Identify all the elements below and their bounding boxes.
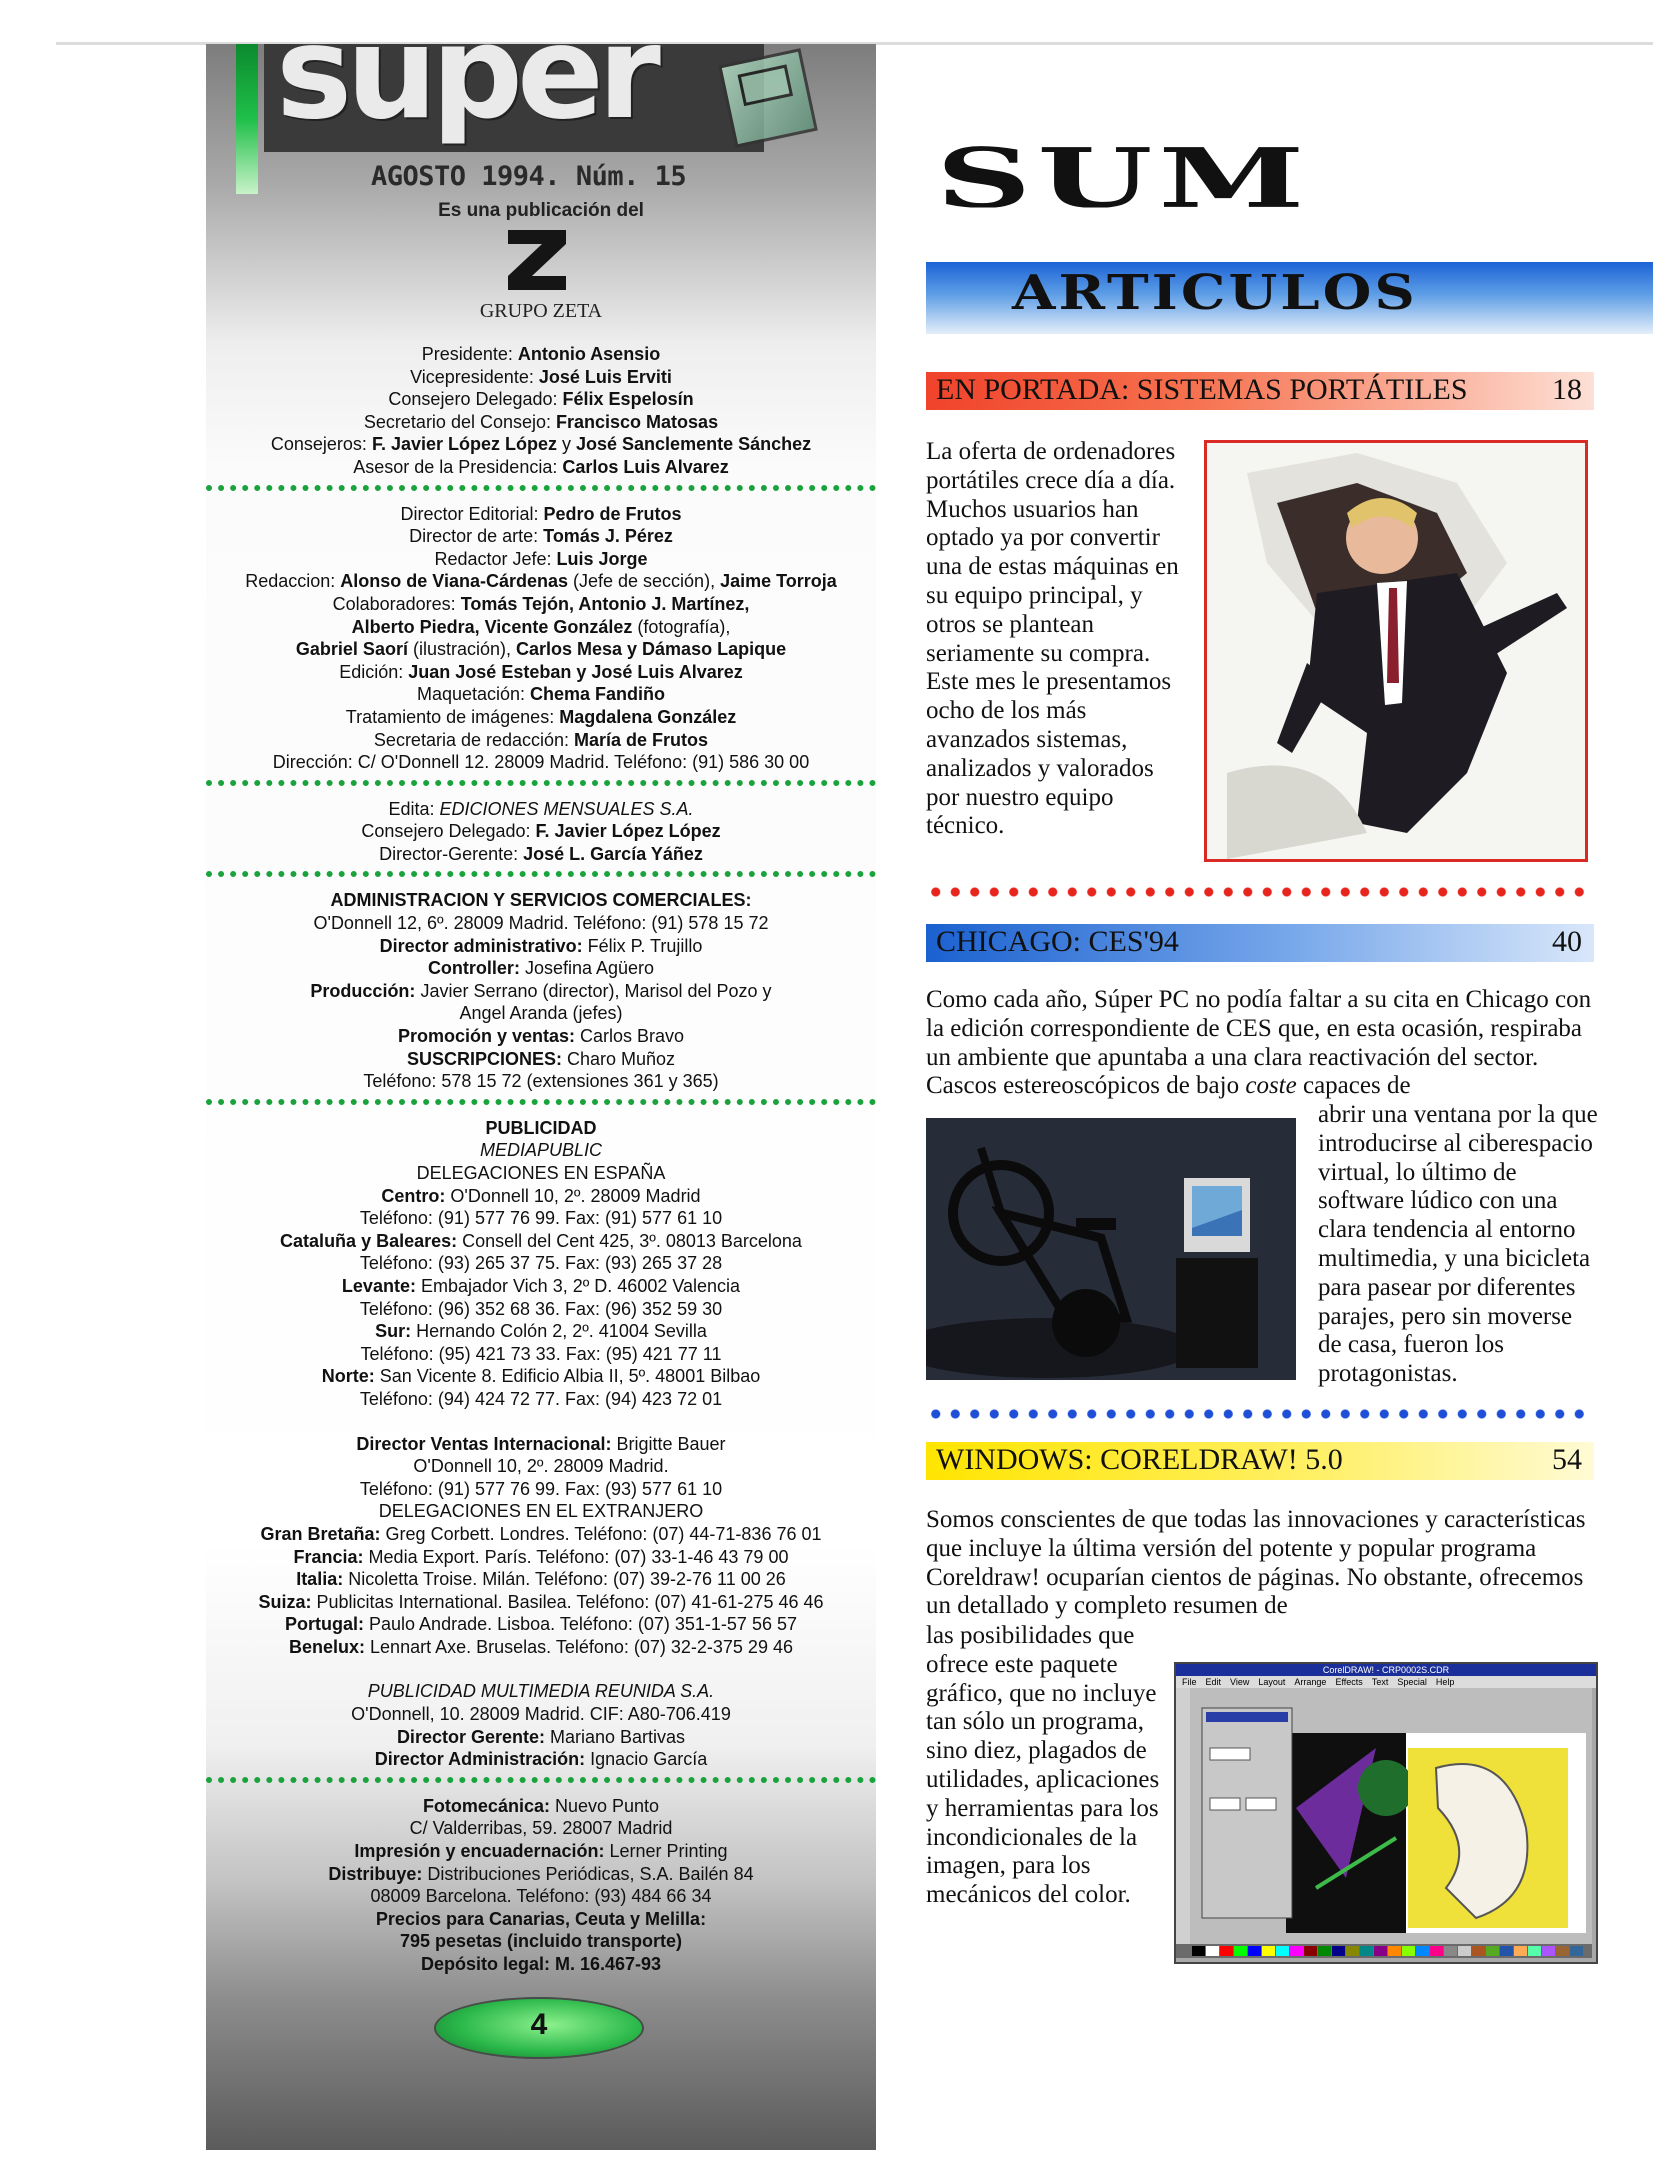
window-menubar xyxy=(1176,1676,1596,1688)
credits-line: Secretaria de redacción: María de Frutos xyxy=(373,729,709,750)
exercise-bike-and-monitor-photo xyxy=(926,1118,1296,1380)
man-breaking-through-paper-photo xyxy=(1204,440,1588,862)
color-swatch xyxy=(1234,1946,1247,1956)
credits-line: Teléfono: (95) 421 73 33. Fax: (95) 421 77 11 xyxy=(360,1343,722,1364)
color-swatch xyxy=(1346,1946,1359,1956)
page-number-badge xyxy=(434,1997,644,2059)
credits-line: Director Editorial: Pedro de Frutos xyxy=(400,503,682,524)
color-swatch xyxy=(1486,1946,1499,1956)
masthead-column xyxy=(206,44,876,2150)
color-swatch xyxy=(1416,1946,1429,1956)
credits-line: Vicepresidente: José Luis Erviti xyxy=(410,366,672,387)
credits-line: Redactor Jefe: Luis Jorge xyxy=(434,548,648,569)
article-summary-side: las posibilidades que ofrece este paquete gráfico, que no incluye tan sólo un programa, sino diez, plagados de utilidades, aplicaciones y herramientas para los incondicionales de la imagen, para los mecánicos del color. xyxy=(926,1622,1160,1909)
credits-line: Director Administración: Ignacio García xyxy=(374,1749,708,1770)
credits-line: Angel Aranda (jefes) xyxy=(459,1003,623,1024)
credits-line: Teléfono: (96) 352 68 36. Fax: (96) 352 59 30 xyxy=(359,1298,723,1319)
credits-line: Levante: Embajador Vich 3, 2º D. 46002 Valencia xyxy=(341,1275,741,1296)
credits-line: SUSCRIPCIONES: Charo Muñoz xyxy=(406,1048,676,1069)
color-swatch xyxy=(1192,1946,1205,1956)
credits-line: Director-Gerente: José L. García Yáñez xyxy=(379,843,703,864)
credits-line: Maquetación: Chema Fandiño xyxy=(416,684,666,705)
credits-line: Edición: Juan José Esteban y José Luis Alvarez xyxy=(339,661,743,682)
credits-line: Benelux: Lennart Axe. Bruselas. Teléfono: (07) 32-2-375 29 46 xyxy=(289,1636,793,1657)
credits-line: 08009 Barcelona. Teléfono: (93) 484 66 34 xyxy=(370,1886,712,1907)
color-swatch xyxy=(1290,1946,1303,1956)
credits-line: Portugal: Paulo Andrade. Lisboa. Teléfono: (07) 351-1-57 56 57 xyxy=(285,1614,797,1635)
credits-block xyxy=(206,343,876,479)
article-heading-bar xyxy=(926,372,1594,410)
menu-item: Edit xyxy=(1205,1677,1222,1687)
credits-line: Gran Bretaña: Greg Corbett. Londres. Teléfono: (07) 44-71-836 76 01 xyxy=(260,1523,822,1544)
credits-line: 795 pesetas (incluido transporte) xyxy=(399,1931,683,1952)
color-swatch xyxy=(1360,1946,1373,1956)
article-page: 54 xyxy=(1552,1443,1582,1476)
credits-line: Precios para Canarias, Ceuta y Melilla: xyxy=(375,1908,707,1929)
color-swatch xyxy=(1430,1946,1443,1956)
color-swatch xyxy=(1276,1946,1289,1956)
credits-line: Director Ventas Internacional: Brigitte Bauer xyxy=(356,1433,726,1454)
credits-line: Edita: EDICIONES MENSUALES S.A. xyxy=(388,798,694,819)
article-summary: La oferta de ordenadores portátiles crece día a día. Muchos usuarios han optado ya por convertir una de estas máquinas en su equipo principal, y otros se plantean seriamente su compra. Este mes le presentamos ocho de los más avanzados sistemas, analizados y valorados por nuestro equipo técnico. xyxy=(926,438,1179,840)
article-heading-bar xyxy=(926,1442,1594,1480)
color-swatch xyxy=(1248,1946,1261,1956)
color-swatch xyxy=(1262,1946,1275,1956)
credits-line: Fotomecánica: Nuevo Punto xyxy=(422,1795,660,1816)
credits-line: Italia: Nicoletta Troise. Milán. Teléfono: (07) 39-2-76 11 00 26 xyxy=(296,1569,786,1590)
color-swatch xyxy=(1374,1946,1387,1956)
credits-line: Colaboradores: Tomás Tejón, Antonio J. Martínez, xyxy=(332,593,750,614)
article-heading: WINDOWS: CORELDRAW! 5.0 xyxy=(936,1443,1343,1476)
dotted-separator xyxy=(206,780,876,792)
color-swatch xyxy=(1444,1946,1457,1956)
color-swatch xyxy=(1220,1946,1233,1956)
floppy-disk-icon xyxy=(718,48,818,148)
credits-line: Dirección: C/ O'Donnell 12. 28009 Madrid. Teléfono: (91) 586 30 00 xyxy=(272,752,810,773)
menu-item: Special xyxy=(1397,1677,1427,1687)
publisher-name: GRUPO ZETA xyxy=(479,300,603,322)
dotted-divider xyxy=(926,1409,1594,1419)
credits-line: DELEGACIONES EN ESPAÑA xyxy=(416,1163,666,1183)
dotted-separator xyxy=(206,1777,876,1789)
color-swatch xyxy=(1528,1946,1541,1956)
credits-line: Centro: O'Donnell 10, 2º. 28009 Madrid xyxy=(381,1185,701,1206)
credits-line: Gabriel Saorí (ilustración), Carlos Mesa y Dámaso Lapique xyxy=(295,639,787,660)
article-page: 18 xyxy=(1552,373,1582,406)
credits-line: MEDIAPUBLIC xyxy=(479,1140,603,1161)
credits-line: Teléfono: 578 15 72 (extensiones 361 y 365) xyxy=(363,1071,719,1092)
color-swatch xyxy=(1332,1946,1345,1956)
credits-line: Distribuye: Distribuciones Periódicas, S.A. Bailén 84 xyxy=(328,1863,754,1884)
credits-line: Francia: Media Export. París. Teléfono: (07) 33-1-46 43 79 00 xyxy=(293,1546,789,1567)
credits-line: Depósito legal: M. 16.467-93 xyxy=(420,1954,662,1974)
article-summary-side: abrir una ventana por la que introducirse al ciberespacio virtual, lo último de software lúdico con una clara tendencia al entorno multimedia, y una bicicleta para pasear por diferentes parajes, pero sin moverse de casa, fueron los protagonistas. xyxy=(1318,1101,1598,1388)
color-swatch xyxy=(1458,1946,1471,1956)
color-swatch xyxy=(1514,1946,1527,1956)
credits-line: PUBLICIDAD MULTIMEDIA REUNIDA S.A. xyxy=(367,1681,715,1702)
credits-gap xyxy=(206,1658,876,1680)
article-heading: EN PORTADA: SISTEMAS PORTÁTILES xyxy=(936,373,1468,406)
credits-line: Alberto Piedra, Vicente González (fotografía), xyxy=(351,616,731,637)
article-heading-bar xyxy=(926,924,1594,962)
credits-line: ADMINISTRACION Y SERVICIOS COMERCIALES: xyxy=(330,890,752,911)
credits-line: C/ Valderribas, 59. 28007 Madrid xyxy=(409,1818,673,1839)
issue-date: AGOSTO 1994. Núm. 15 xyxy=(371,161,687,192)
credits-line: Secretario del Consejo: Francisco Matosas xyxy=(363,411,719,432)
credits-line: Promoción y ventas: Carlos Bravo xyxy=(397,1026,685,1047)
article-page: 40 xyxy=(1552,925,1582,958)
credits-block xyxy=(206,798,876,866)
dotted-separator xyxy=(206,485,876,497)
credits-gap xyxy=(206,1411,876,1433)
color-swatch xyxy=(1206,1946,1219,1956)
credits-line: Tratamiento de imágenes: Magdalena González xyxy=(345,706,737,727)
color-swatch xyxy=(1472,1946,1485,1956)
credits-line: Impresión y encuadernación: Lerner Printing xyxy=(354,1841,728,1862)
credits-line: Presidente: Antonio Asensio xyxy=(421,344,661,364)
credits-line: DELEGACIONES EN EL EXTRANJERO xyxy=(378,1501,704,1522)
menu-item: Effects xyxy=(1335,1677,1363,1687)
credits-line: O'Donnell 10, 2º. 28009 Madrid. xyxy=(413,1456,669,1477)
credits-line: O'Donnell 12, 6º. 28009 Madrid. Teléfono: (91) 578 15 72 xyxy=(313,913,769,934)
color-swatch xyxy=(1388,1946,1401,1956)
credits-line: Cataluña y Baleares: Consell del Cent 425, 3º. 08013 Barcelona xyxy=(280,1230,802,1251)
article-summary: Como cada año, Súper PC no podía faltar a su cita en Chicago con la edición correspondiente de CES que, en esta ocasión, respiraba un ambiente que apuntaba a una clara reactivación del sector. Cascos estereoscópicos de bajo coste capaces de xyxy=(926,986,1592,1100)
menu-item: Arrange xyxy=(1294,1677,1327,1687)
credits-line: O'Donnell, 10. 28009 Madrid. CIF: A80-706.419 xyxy=(351,1704,731,1725)
page-number: 4 xyxy=(530,2008,548,2041)
dotted-separator xyxy=(206,1099,876,1111)
credits-line: Consejeros: F. Javier López López y José Sanclemente Sánchez xyxy=(270,434,812,455)
credits-line: Asesor de la Presidencia: Carlos Luis Alvarez xyxy=(353,456,729,477)
menu-item: View xyxy=(1230,1677,1250,1687)
credits-line: Director de arte: Tomás J. Pérez xyxy=(409,526,673,547)
dotted-separator xyxy=(206,871,876,883)
staff-credits xyxy=(206,343,876,1976)
credits-line: Teléfono: (94) 424 72 77. Fax: (94) 423 72 01 xyxy=(359,1388,723,1409)
grupo-zeta-logo-icon xyxy=(502,224,572,296)
credits-line: Consejero Delegado: Félix Espelosín xyxy=(388,389,694,410)
credits-line: Director administrativo: Félix P. Trujillo xyxy=(379,935,703,956)
contents-title: SUM xyxy=(936,138,1311,208)
credits-block xyxy=(206,1795,876,1976)
credits-line: Teléfono: (91) 577 76 99. Fax: (91) 577 61 10 xyxy=(359,1208,723,1229)
color-swatch xyxy=(1542,1946,1555,1956)
article-heading: CHICAGO: CES'94 xyxy=(936,925,1179,958)
color-swatch xyxy=(1570,1946,1583,1956)
credits-line: Redaccion: Alonso de Viana-Cárdenas (Jefe de sección), Jaime Torroja xyxy=(245,571,837,592)
credits-line: Norte: San Vicente 8. Edificio Albia II, 5º. 48001 Bilbao xyxy=(321,1366,761,1387)
credits-line: Controller: Josefina Agüero xyxy=(427,958,655,979)
credits-block xyxy=(206,1117,876,1771)
credits-line: Consejero Delegado: F. Javier López López xyxy=(361,821,721,842)
window-titlebar: CorelDRAW! - CRP0002S.CDR xyxy=(1176,1664,1596,1676)
credits-block xyxy=(206,889,876,1092)
credits-line: PUBLICIDAD xyxy=(485,1117,597,1138)
color-swatch xyxy=(1318,1946,1331,1956)
article-summary: Somos conscientes de que todas las innovaciones y características que incluye la última versión del potente y popular programa Coreldraw! ocuparían cientos de páginas. No obstante, ofrecemos un detallado y completo resumen de xyxy=(926,1506,1586,1620)
articles-header: ARTICULOS xyxy=(1012,264,1418,321)
credits-block xyxy=(206,503,876,774)
credits-line: Producción: Javier Serrano (director), Marisol del Pozo y xyxy=(310,980,772,1001)
dotted-divider xyxy=(926,887,1594,897)
color-swatch xyxy=(1304,1946,1317,1956)
credits-line: Director Gerente: Mariano Bartivas xyxy=(396,1726,686,1747)
menu-item: Layout xyxy=(1258,1677,1286,1687)
menu-item: File xyxy=(1182,1677,1197,1687)
color-swatch xyxy=(1556,1946,1569,1956)
menu-item: Text xyxy=(1371,1677,1389,1687)
magazine-logo: super xyxy=(276,44,655,148)
credits-line: Suiza: Publicitas International. Basilea. Teléfono: (07) 41-61-275 46 46 xyxy=(258,1591,824,1612)
credits-line: Teléfono: (91) 577 76 99. Fax: (93) 577 61 10 xyxy=(359,1478,723,1499)
publication-of-label: Es una publicación del xyxy=(438,200,644,221)
color-swatch xyxy=(1402,1946,1415,1956)
credits-line: Teléfono: (93) 265 37 75. Fax: (93) 265 37 28 xyxy=(359,1253,723,1274)
color-swatch xyxy=(1500,1946,1513,1956)
credits-line: Sur: Hernando Colón 2, 2º. 41004 Sevilla xyxy=(375,1321,707,1342)
menu-item: Help xyxy=(1435,1677,1455,1687)
coreldraw-screenshot xyxy=(1174,1662,1598,1964)
green-accent-bar xyxy=(236,44,258,194)
